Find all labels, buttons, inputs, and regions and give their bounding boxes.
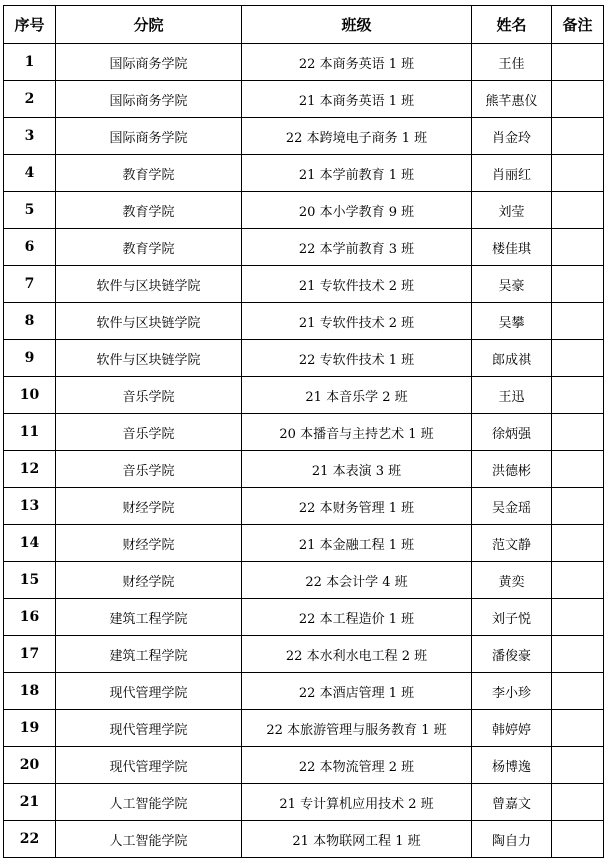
cell-name: 黄奕 <box>472 562 552 599</box>
table-row <box>4 525 604 562</box>
cell-college: 教育学院 <box>56 229 242 266</box>
cell-index: 20 <box>4 747 56 784</box>
table-row <box>4 303 604 340</box>
cell-class: 21 本表演 3 班 <box>242 451 472 488</box>
roster-body <box>4 44 604 858</box>
cell-college: 财经学院 <box>56 488 242 525</box>
cell-college: 建筑工程学院 <box>56 599 242 636</box>
cell-remark <box>552 562 604 599</box>
cell-index: 2 <box>4 81 56 118</box>
cell-remark <box>552 525 604 562</box>
cell-college: 人工智能学院 <box>56 784 242 821</box>
cell-index: 8 <box>4 303 56 340</box>
cell-class: 22 本物流管理 2 班 <box>242 747 472 784</box>
cell-index: 7 <box>4 266 56 303</box>
cell-name: 徐炳强 <box>472 414 552 451</box>
cell-class: 21 专软件技术 2 班 <box>242 266 472 303</box>
cell-college: 教育学院 <box>56 192 242 229</box>
cell-remark <box>552 44 604 81</box>
cell-class: 22 本酒店管理 1 班 <box>242 673 472 710</box>
cell-remark <box>552 821 604 858</box>
table-row <box>4 747 604 784</box>
cell-remark <box>552 784 604 821</box>
header-row <box>4 6 604 44</box>
cell-college: 人工智能学院 <box>56 821 242 858</box>
table-row <box>4 599 604 636</box>
cell-class: 22 本旅游管理与服务教育 1 班 <box>242 710 472 747</box>
table-row <box>4 488 604 525</box>
table-row <box>4 377 604 414</box>
cell-name: 吴豪 <box>472 266 552 303</box>
cell-name: 刘子悦 <box>472 599 552 636</box>
table-row <box>4 44 604 81</box>
cell-college: 国际商务学院 <box>56 81 242 118</box>
cell-remark <box>552 303 604 340</box>
cell-class: 22 本工程造价 1 班 <box>242 599 472 636</box>
cell-college: 现代管理学院 <box>56 710 242 747</box>
cell-index: 3 <box>4 118 56 155</box>
cell-name: 刘莹 <box>472 192 552 229</box>
cell-college: 建筑工程学院 <box>56 636 242 673</box>
table-row <box>4 81 604 118</box>
cell-remark <box>552 599 604 636</box>
cell-index: 15 <box>4 562 56 599</box>
cell-class: 21 本金融工程 1 班 <box>242 525 472 562</box>
cell-index: 19 <box>4 710 56 747</box>
cell-name: 王佳 <box>472 44 552 81</box>
cell-college: 教育学院 <box>56 155 242 192</box>
cell-college: 软件与区块链学院 <box>56 266 242 303</box>
cell-remark <box>552 340 604 377</box>
cell-class: 22 专软件技术 1 班 <box>242 340 472 377</box>
table-row <box>4 562 604 599</box>
cell-index: 21 <box>4 784 56 821</box>
roster-table-container <box>3 5 604 858</box>
table-row <box>4 821 604 858</box>
header-remark: 备注 <box>552 6 604 44</box>
cell-remark <box>552 377 604 414</box>
cell-college: 财经学院 <box>56 562 242 599</box>
cell-college: 音乐学院 <box>56 414 242 451</box>
table-row <box>4 229 604 266</box>
cell-index: 22 <box>4 821 56 858</box>
table-row <box>4 784 604 821</box>
cell-index: 10 <box>4 377 56 414</box>
cell-name: 熊芊惠仪 <box>472 81 552 118</box>
cell-college: 财经学院 <box>56 525 242 562</box>
cell-remark <box>552 414 604 451</box>
cell-index: 16 <box>4 599 56 636</box>
cell-remark <box>552 81 604 118</box>
table-row <box>4 155 604 192</box>
cell-class: 21 专计算机应用技术 2 班 <box>242 784 472 821</box>
table-row <box>4 710 604 747</box>
cell-college: 音乐学院 <box>56 451 242 488</box>
cell-remark <box>552 451 604 488</box>
cell-remark <box>552 155 604 192</box>
cell-index: 13 <box>4 488 56 525</box>
cell-index: 11 <box>4 414 56 451</box>
roster-table <box>3 5 604 858</box>
table-row <box>4 340 604 377</box>
table-row <box>4 673 604 710</box>
cell-remark <box>552 229 604 266</box>
cell-class: 21 本商务英语 1 班 <box>242 81 472 118</box>
cell-remark <box>552 488 604 525</box>
cell-index: 5 <box>4 192 56 229</box>
cell-name: 洪德彬 <box>472 451 552 488</box>
table-row <box>4 451 604 488</box>
cell-college: 现代管理学院 <box>56 747 242 784</box>
cell-class: 21 本物联网工程 1 班 <box>242 821 472 858</box>
cell-name: 郎成祺 <box>472 340 552 377</box>
cell-name: 王迅 <box>472 377 552 414</box>
cell-index: 18 <box>4 673 56 710</box>
table-row <box>4 118 604 155</box>
cell-index: 14 <box>4 525 56 562</box>
table-row <box>4 266 604 303</box>
cell-class: 22 本会计学 4 班 <box>242 562 472 599</box>
header-class: 班级 <box>242 6 472 44</box>
cell-class: 21 专软件技术 2 班 <box>242 303 472 340</box>
cell-class: 22 本水利水电工程 2 班 <box>242 636 472 673</box>
cell-name: 肖金玲 <box>472 118 552 155</box>
cell-remark <box>552 266 604 303</box>
cell-college: 软件与区块链学院 <box>56 303 242 340</box>
cell-remark <box>552 747 604 784</box>
table-row <box>4 192 604 229</box>
cell-class: 20 本播音与主持艺术 1 班 <box>242 414 472 451</box>
cell-index: 6 <box>4 229 56 266</box>
cell-name: 肖丽红 <box>472 155 552 192</box>
cell-index: 4 <box>4 155 56 192</box>
cell-class: 21 本音乐学 2 班 <box>242 377 472 414</box>
cell-class: 22 本财务管理 1 班 <box>242 488 472 525</box>
cell-college: 国际商务学院 <box>56 44 242 81</box>
cell-class: 21 本学前教育 1 班 <box>242 155 472 192</box>
header-name: 姓名 <box>472 6 552 44</box>
cell-name: 杨博逸 <box>472 747 552 784</box>
cell-class: 20 本小学教育 9 班 <box>242 192 472 229</box>
cell-college: 软件与区块链学院 <box>56 340 242 377</box>
cell-name: 范文静 <box>472 525 552 562</box>
cell-class: 22 本学前教育 3 班 <box>242 229 472 266</box>
cell-remark <box>552 673 604 710</box>
table-row <box>4 636 604 673</box>
cell-index: 1 <box>4 44 56 81</box>
cell-remark <box>552 710 604 747</box>
cell-name: 李小珍 <box>472 673 552 710</box>
cell-college: 现代管理学院 <box>56 673 242 710</box>
header-college: 分院 <box>56 6 242 44</box>
cell-index: 12 <box>4 451 56 488</box>
cell-name: 陶自力 <box>472 821 552 858</box>
cell-remark <box>552 192 604 229</box>
cell-class: 22 本跨境电子商务 1 班 <box>242 118 472 155</box>
header-index: 序号 <box>4 6 56 44</box>
cell-name: 潘俊豪 <box>472 636 552 673</box>
cell-name: 韩婷婷 <box>472 710 552 747</box>
cell-college: 音乐学院 <box>56 377 242 414</box>
cell-class: 22 本商务英语 1 班 <box>242 44 472 81</box>
cell-college: 国际商务学院 <box>56 118 242 155</box>
cell-name: 楼佳琪 <box>472 229 552 266</box>
cell-remark <box>552 636 604 673</box>
cell-name: 吴攀 <box>472 303 552 340</box>
cell-name: 吴金瑶 <box>472 488 552 525</box>
cell-index: 9 <box>4 340 56 377</box>
table-row <box>4 414 604 451</box>
cell-name: 曾嘉文 <box>472 784 552 821</box>
cell-remark <box>552 118 604 155</box>
cell-index: 17 <box>4 636 56 673</box>
